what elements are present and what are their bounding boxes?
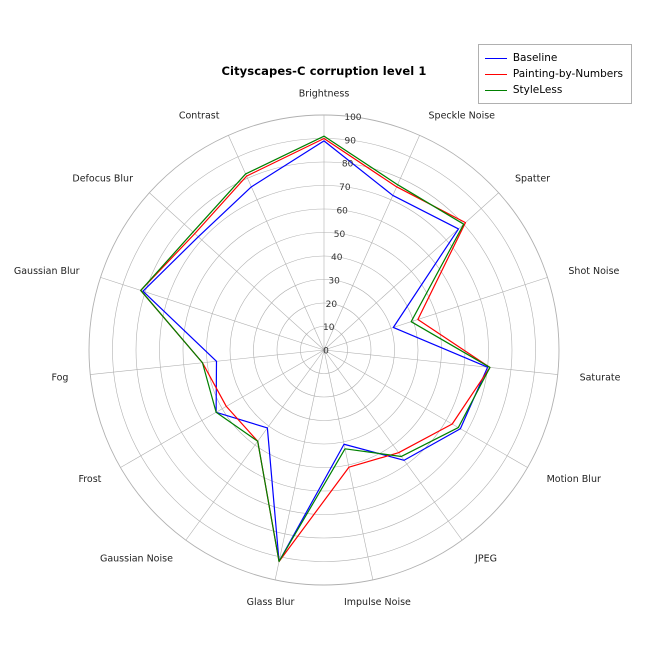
- legend-swatch-painting-by-numbers: [485, 74, 507, 75]
- legend-item[interactable]: [485, 82, 623, 98]
- grid-spoke: [324, 350, 373, 580]
- chart-legend: [478, 44, 632, 104]
- legend-swatch-baseline: [485, 58, 507, 59]
- radial-tick-label: 90: [344, 136, 356, 147]
- category-label: Speckle Noise: [428, 110, 496, 122]
- radial-tick-label: 60: [336, 206, 348, 217]
- category-labels: [14, 89, 621, 608]
- grid-spoke: [228, 135, 324, 350]
- legend-label: Painting-by-Numbers: [512, 68, 623, 80]
- category-label: Gaussian Noise: [99, 553, 173, 565]
- radial-tick-label: 30: [328, 276, 340, 287]
- category-label: Shot Noise: [568, 266, 620, 278]
- category-label: Glass Blur: [246, 596, 295, 608]
- category-label: Fog: [51, 372, 69, 384]
- radial-tick-label: 50: [333, 229, 346, 240]
- chart-title: Cityscapes-C corruption level 1: [221, 64, 427, 78]
- grid-spoke: [324, 350, 558, 375]
- legend-item[interactable]: [485, 66, 623, 82]
- category-label: Motion Blur: [546, 474, 601, 485]
- grid-spoke: [324, 350, 462, 540]
- radial-tick-label: 40: [331, 253, 343, 264]
- category-label: Spatter: [514, 173, 551, 185]
- radial-tick-labels: [323, 113, 362, 356]
- grid-spoke: [149, 193, 324, 350]
- category-label: Contrast: [178, 110, 220, 122]
- radial-tick-label: 0: [323, 346, 329, 357]
- series-line-painting-by-numbers: [141, 139, 490, 562]
- radial-tick-label: 70: [339, 183, 351, 194]
- category-label: Gaussian Blur: [13, 266, 80, 278]
- radial-tick-label: 80: [341, 159, 354, 170]
- category-label: Brightness: [298, 88, 350, 100]
- radial-tick-label: 10: [322, 323, 335, 334]
- grid-spoke: [324, 193, 499, 350]
- category-label: JPEG: [475, 553, 497, 565]
- category-label: Defocus Blur: [72, 173, 134, 185]
- radial-tick-label: 100: [344, 113, 362, 124]
- category-label: Impulse Noise: [343, 596, 411, 608]
- legend-swatch-styleless: [485, 90, 507, 91]
- grid-spoke: [275, 350, 324, 580]
- radial-tick-label: 20: [325, 299, 338, 310]
- category-label: Frost: [78, 474, 102, 485]
- category-label: Saturate: [579, 372, 621, 384]
- grid-spoke: [120, 350, 324, 468]
- legend-item[interactable]: [485, 50, 623, 66]
- legend-label: Baseline: [512, 52, 558, 64]
- legend-label: StyleLess: [512, 84, 563, 96]
